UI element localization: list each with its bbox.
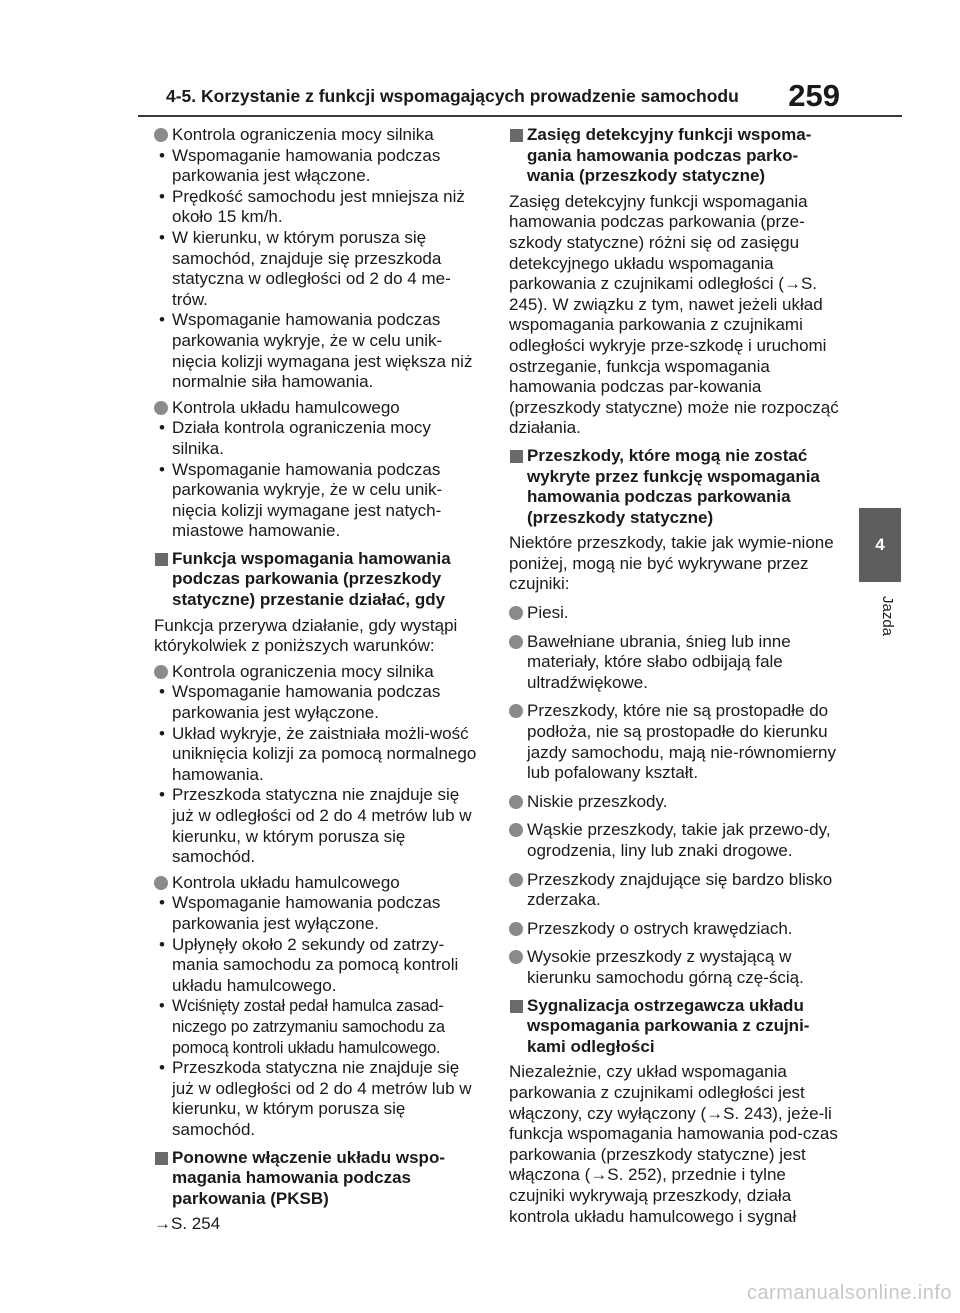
list-item: Wąskie przeszkody, takie jak przewo-dy, ogrodzenia, liny lub znaki drogowe. (509, 820, 839, 861)
list-item: Kontrola ograniczenia mocy silnika (154, 662, 484, 683)
list-item: Przeszkody znajdujące się bardzo blisko zderzaka. (509, 870, 839, 911)
sub-list-item: • Prędkość samochodu jest mniejsza niż około 15 km/h. (159, 186, 465, 227)
bullet-circle-icon (509, 950, 523, 964)
list-item: Bawełniane ubrania, śnieg lub inne materiały, które słabo odbijają fale ultradźwiękowe. (509, 632, 839, 694)
sub-list-item: • Wspomaganie hamowania podczas parkowania jest włączone. (159, 145, 441, 186)
list-item: Niskie przeszkody. (509, 792, 839, 813)
section-heading: Funkcja wspomagania hamowania podczas parkowania (przeszkody statyczne) przestanie działać, gdy (154, 549, 484, 611)
bullet-circle-icon (154, 401, 168, 415)
paragraph: Niezależnie, czy układ wspomagania parkowania z czujnikami odległości jest włączony, czy wyłączony (→S. 243), jeże-li funkcja wspomagania hamowania pod-czas parkowania (przeszkody statyczne) jest włączona (→S. 252), przednie i tylne czujniki wykrywają przeszkody, działa kontrola układu hamulcowego i sygnał (509, 1062, 838, 1226)
section-heading: Sygnalizacja ostrzegawcza układu wspomagania parkowania z czujni-kami odległości (509, 996, 839, 1058)
bullet-circle-icon (509, 873, 523, 887)
sub-list-item: • Przeszkoda statyczna nie znajduje się już w odległości od 2 do 4 metrów lub w kierunku, w którym porusza się samochód. (159, 785, 472, 867)
square-bullet-icon (510, 450, 523, 463)
paragraph: Zasięg detekcyjny funkcji wspomagania hamowania podczas parkowania (prze-szkody statyczne) różni się od zasięgu detekcyjnego układu wspomagania parkowania z czujnikami odległości (→S. 245). W związku z tym, nawet jeżeli układ wspomagania parkowania z czujnikami odległości wykryje prze-szkodę i uruchomi ostrzeganie, funkcja wspomagania hamowania podczas par-kowania (przeszkody statyczne) może nie rozpocząć działania. (509, 191, 839, 438)
sub-list-item: • Wciśnięty został pedał hamulca zasad-niczego po zatrzymaniu samochodu za pomocą kontroli układu hamulcowego. (159, 997, 445, 1057)
sub-list-item: • Działa kontrola ograniczenia mocy silnika. (159, 418, 431, 458)
page-header (138, 76, 858, 116)
left-column (154, 125, 484, 1235)
page-reference: →S. 254 (154, 1214, 221, 1234)
bullet-circle-icon (509, 704, 523, 718)
sub-list-item: • Wspomaganie hamowania podczas parkowania jest wyłączone. (159, 893, 441, 933)
list-item: Wysokie przeszkody z wystającą w kierunku samochodu górną czę-ścią. (509, 947, 839, 988)
bullet-circle-icon (154, 665, 168, 679)
chapter-tab-label: Jazda (879, 596, 896, 637)
list-item: Przeszkody o ostrych krawędziach. (509, 919, 839, 940)
sub-list-item: • Wspomaganie hamowania podczas parkowania jest wyłączone. (159, 682, 441, 723)
square-bullet-icon (155, 553, 168, 566)
section-heading: Przeszkody, które mogą nie zostać wykryte przez funkcję wspomagania hamowania podczas parkowania (przeszkody statyczne) (509, 446, 839, 528)
bullet-circle-icon (509, 922, 523, 936)
sub-list-item: • Przeszkoda statyczna nie znajduje się już w odległości od 2 do 4 metrów lub w kierunku, w którym porusza się samochód. (159, 1058, 472, 1139)
bullet-circle-icon (509, 823, 523, 837)
sub-list-item: • Wspomaganie hamowania podczas parkowania wykryje, że w celu unik-nięcia kolizji wymagana jest większa niż normalnie siła hamowania. (159, 310, 473, 392)
header-divider (138, 115, 902, 117)
list-item: Przeszkody, które nie są prostopadłe do podłoża, nie są prostopadłe do kierunku jazdy samochodu, mają nie-równomierny lub pofalowany kształt. (509, 701, 839, 783)
sub-list-item: • Upłynęły około 2 sekundy od zatrzy-mania samochodu za pomocą kontroli układu hamulcowego. (159, 934, 459, 995)
chapter-tab: 4 (859, 508, 901, 582)
watermark: carmanualsonline.info (746, 1282, 952, 1304)
list-item: Kontrola układu hamulcowego (154, 873, 484, 894)
bullet-circle-icon (509, 795, 523, 809)
square-bullet-icon (510, 1000, 523, 1013)
list-item: Piesi. (509, 603, 839, 624)
section-heading: Ponowne włączenie układu wspo-magania hamowania podczas parkowania (PKSB) (154, 1148, 484, 1210)
paragraph: Funkcja przerywa działanie, gdy wystąpi którykolwiek z poniższych warunków: (154, 615, 458, 656)
bullet-circle-icon (509, 606, 523, 620)
right-column (509, 125, 839, 1227)
chapter-title: 4-5. Korzystanie z funkcji wspomagających prowadzenie samochodu (166, 86, 739, 106)
list-item: Kontrola ograniczenia mocy silnika (154, 125, 484, 146)
page-number: 259 (788, 78, 840, 113)
square-bullet-icon (155, 1152, 168, 1165)
sub-list-item: • W kierunku, w którym porusza się samochód, znajduje się przeszkoda statyczna w odległości od 2 do 4 me-trów. (159, 227, 451, 309)
paragraph: Niektóre przeszkody, takie jak wymie-nione poniżej, mogą nie być wykrywane przez czujniki: (509, 533, 834, 594)
sub-list-item: • Wspomaganie hamowania podczas parkowania wykryje, że w celu unik-nięcia kolizji wymagane jest natych-miastowe hamowanie. (159, 459, 443, 541)
bullet-circle-icon (154, 876, 168, 890)
list-item: Kontrola układu hamulcowego (154, 398, 484, 419)
square-bullet-icon (510, 129, 523, 142)
bullet-circle-icon (154, 128, 168, 142)
sub-list-item: • Układ wykryje, że zaistniała możli-wość uniknięcia kolizji za pomocą normalnego hamowania. (159, 723, 477, 784)
bullet-circle-icon (509, 635, 523, 649)
section-heading: Zasięg detekcyjny funkcji wspoma-gania hamowania podczas parko-wania (przeszkody statyczne) (509, 125, 839, 187)
